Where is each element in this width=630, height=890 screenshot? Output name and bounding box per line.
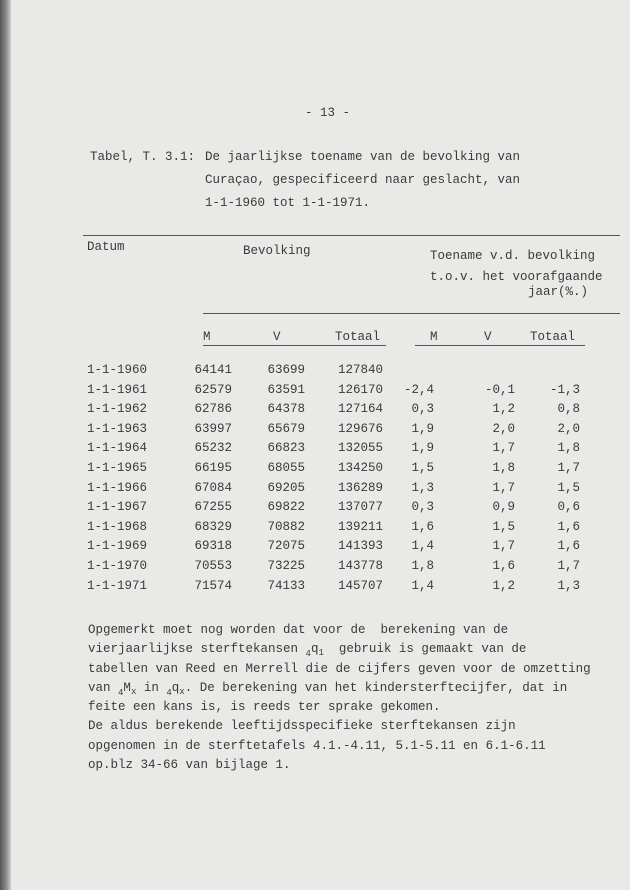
row-increase-male: 1,4: [411, 539, 434, 554]
row-female: 66823: [267, 441, 305, 456]
subheader-total: Totaal: [335, 330, 381, 344]
row-date: 1-1-1961: [87, 382, 148, 397]
header-increase: jaar(%.): [528, 285, 589, 299]
row-increase-female: -0,1: [484, 382, 515, 397]
row-male: 63997: [194, 421, 232, 436]
row-increase-total: 0,8: [557, 402, 580, 417]
row-date: 1-1-1967: [87, 500, 148, 515]
row-date: 1-1-1964: [87, 441, 148, 456]
row-total: 136289: [337, 480, 383, 495]
row-increase-total: 1,6: [557, 539, 580, 554]
row-male: 64141: [194, 363, 232, 377]
paragraph-line: opgenomen in de sterftetafels 4.1.-4.11, 5.1-5.11 en 6.1-6.11: [88, 739, 546, 753]
row-increase-female: 1,8: [492, 461, 515, 475]
row-increase-male: 1,9: [411, 421, 434, 436]
row-male: 70553: [194, 559, 232, 573]
paragraph-line: tabellen van Reed en Merrell die de cijfers geven voor de omzetting: [88, 662, 591, 676]
text: in: [136, 681, 167, 695]
row-increase-total: 1,6: [557, 519, 580, 534]
row-male: 67084: [194, 480, 232, 495]
row-date: 1-1-1969: [87, 539, 148, 554]
text: vierjaarlijkse sterftekansen: [88, 642, 306, 656]
text: gebruik is gemaakt van de: [323, 642, 527, 656]
paragraph-line: feite een kans is, is reeds ter sprake gekomen.: [88, 700, 441, 714]
row-total: 126170: [337, 382, 383, 397]
row-increase-female: 1,6: [492, 559, 515, 573]
subheader-m: M: [430, 330, 438, 344]
row-date: 1-1-1965: [87, 461, 148, 475]
row-increase-female: 1,2: [492, 578, 515, 593]
row-male: 65232: [194, 441, 232, 456]
header-increase: t.o.v. het voorafgaande: [430, 270, 603, 284]
symbol: q: [310, 642, 319, 656]
row-total: 127840: [337, 363, 383, 377]
row-date: 1-1-1966: [87, 480, 148, 495]
subscript: x: [130, 687, 137, 697]
caption-line: Curaçao, gespecificeerd naar geslacht, van: [205, 173, 521, 187]
header-increase: Toename v.d. bevolking: [430, 249, 596, 263]
caption-line: 1-1-1960 tot 1-1-1971.: [205, 196, 371, 210]
row-total: 137077: [337, 500, 383, 515]
paragraph-line: Opgemerkt moet nog worden dat voor de berekening van de: [88, 623, 509, 637]
row-increase-male: 1,6: [411, 519, 434, 534]
row-date: 1-1-1962: [87, 402, 148, 417]
row-increase-total: 1,7: [557, 461, 580, 475]
caption-line: De jaarlijkse toename van de bevolking van: [205, 150, 521, 164]
row-date: 1-1-1960: [87, 363, 148, 377]
row-increase-female: 1,7: [492, 480, 515, 495]
row-increase-male: 1,3: [411, 480, 434, 495]
header-population: Bevolking: [243, 244, 311, 258]
row-total: 143778: [337, 559, 383, 573]
text: van: [88, 681, 119, 695]
row-increase-female: 1,7: [492, 539, 515, 554]
row-increase-total: 0,6: [557, 500, 580, 515]
row-increase-female: 1,2: [492, 402, 515, 417]
row-increase-male: 1,9: [411, 441, 434, 456]
subscript: x: [179, 687, 185, 697]
row-total: 139211: [337, 519, 383, 534]
row-increase-male: 1,4: [411, 578, 434, 593]
row-female: 63591: [267, 382, 305, 397]
header-date: Datum: [87, 240, 125, 254]
symbol: M: [123, 681, 131, 695]
row-male: 62786: [194, 402, 232, 417]
row-increase-total: -1,3: [549, 382, 580, 397]
row-total: 132055: [337, 441, 383, 456]
row-increase-total: 1,3: [557, 578, 580, 593]
row-date: 1-1-1963: [87, 421, 148, 436]
text: . De berekening van het kindersterftecijfer, dat in: [184, 681, 568, 695]
row-increase-total: 1,7: [557, 559, 580, 573]
paragraph-line: op.blz 34-66 van bijlage 1.: [88, 758, 291, 772]
page-edge: [0, 0, 11, 890]
page-number: - 13 -: [305, 106, 351, 120]
subscript: 4: [305, 649, 311, 659]
subheader-rule: [415, 345, 585, 346]
subscript: 4: [166, 688, 172, 698]
row-total: 127164: [337, 402, 383, 417]
row-female: 74133: [267, 578, 305, 593]
row-total: 129676: [337, 421, 383, 436]
row-female: 72075: [267, 539, 305, 554]
row-male: 67255: [194, 500, 232, 515]
row-female: 63699: [267, 363, 305, 377]
row-date: 1-1-1971: [87, 578, 148, 593]
row-male: 71574: [194, 578, 232, 593]
row-increase-male: 0,3: [411, 500, 434, 515]
row-female: 69205: [267, 480, 305, 495]
subheader-m: M: [203, 330, 211, 344]
header-rule: [203, 313, 620, 314]
subheader-v: V: [273, 330, 281, 344]
row-female: 65679: [267, 421, 305, 436]
row-male: 69318: [194, 539, 232, 554]
row-male: 68329: [194, 519, 232, 534]
paragraph-line: [88, 681, 567, 700]
subheader-total: Totaal: [530, 330, 576, 344]
row-increase-total: 1,8: [557, 441, 580, 456]
row-increase-female: 1,7: [492, 441, 515, 456]
row-increase-female: 1,5: [492, 519, 515, 534]
row-female: 73225: [267, 559, 305, 573]
table-top-rule: [83, 235, 620, 236]
subheader-v: V: [484, 330, 492, 344]
row-increase-female: 2,0: [492, 421, 515, 436]
row-female: 68055: [267, 461, 305, 475]
row-increase-female: 0,9: [492, 500, 515, 515]
row-male: 62579: [194, 382, 232, 397]
caption-label: Tabel, T. 3.1:: [90, 150, 196, 164]
row-female: 69822: [267, 500, 305, 515]
row-increase-male: 1,5: [411, 461, 434, 475]
row-date: 1-1-1970: [87, 559, 148, 573]
row-male: 66195: [194, 461, 232, 475]
row-increase-total: 2,0: [557, 421, 580, 436]
row-female: 64378: [267, 402, 305, 417]
subheader-rule: [203, 345, 386, 346]
row-increase-male: -2,4: [403, 382, 434, 397]
row-total: 141393: [337, 539, 383, 554]
row-total: 145707: [337, 578, 383, 593]
row-increase-total: 1,5: [557, 480, 580, 495]
row-total: 134250: [337, 461, 383, 475]
paragraph-line: [88, 642, 526, 661]
row-female: 70882: [267, 519, 305, 534]
row-increase-male: 0,3: [411, 402, 434, 417]
paragraph-line: De aldus berekende leeftijdsspecifieke sterftekansen zijn: [88, 719, 516, 733]
symbol: q: [171, 681, 180, 695]
subscript: 1: [318, 648, 324, 658]
subscript: 4: [118, 688, 124, 698]
row-date: 1-1-1968: [87, 519, 148, 534]
row-increase-male: 1,8: [411, 559, 434, 573]
